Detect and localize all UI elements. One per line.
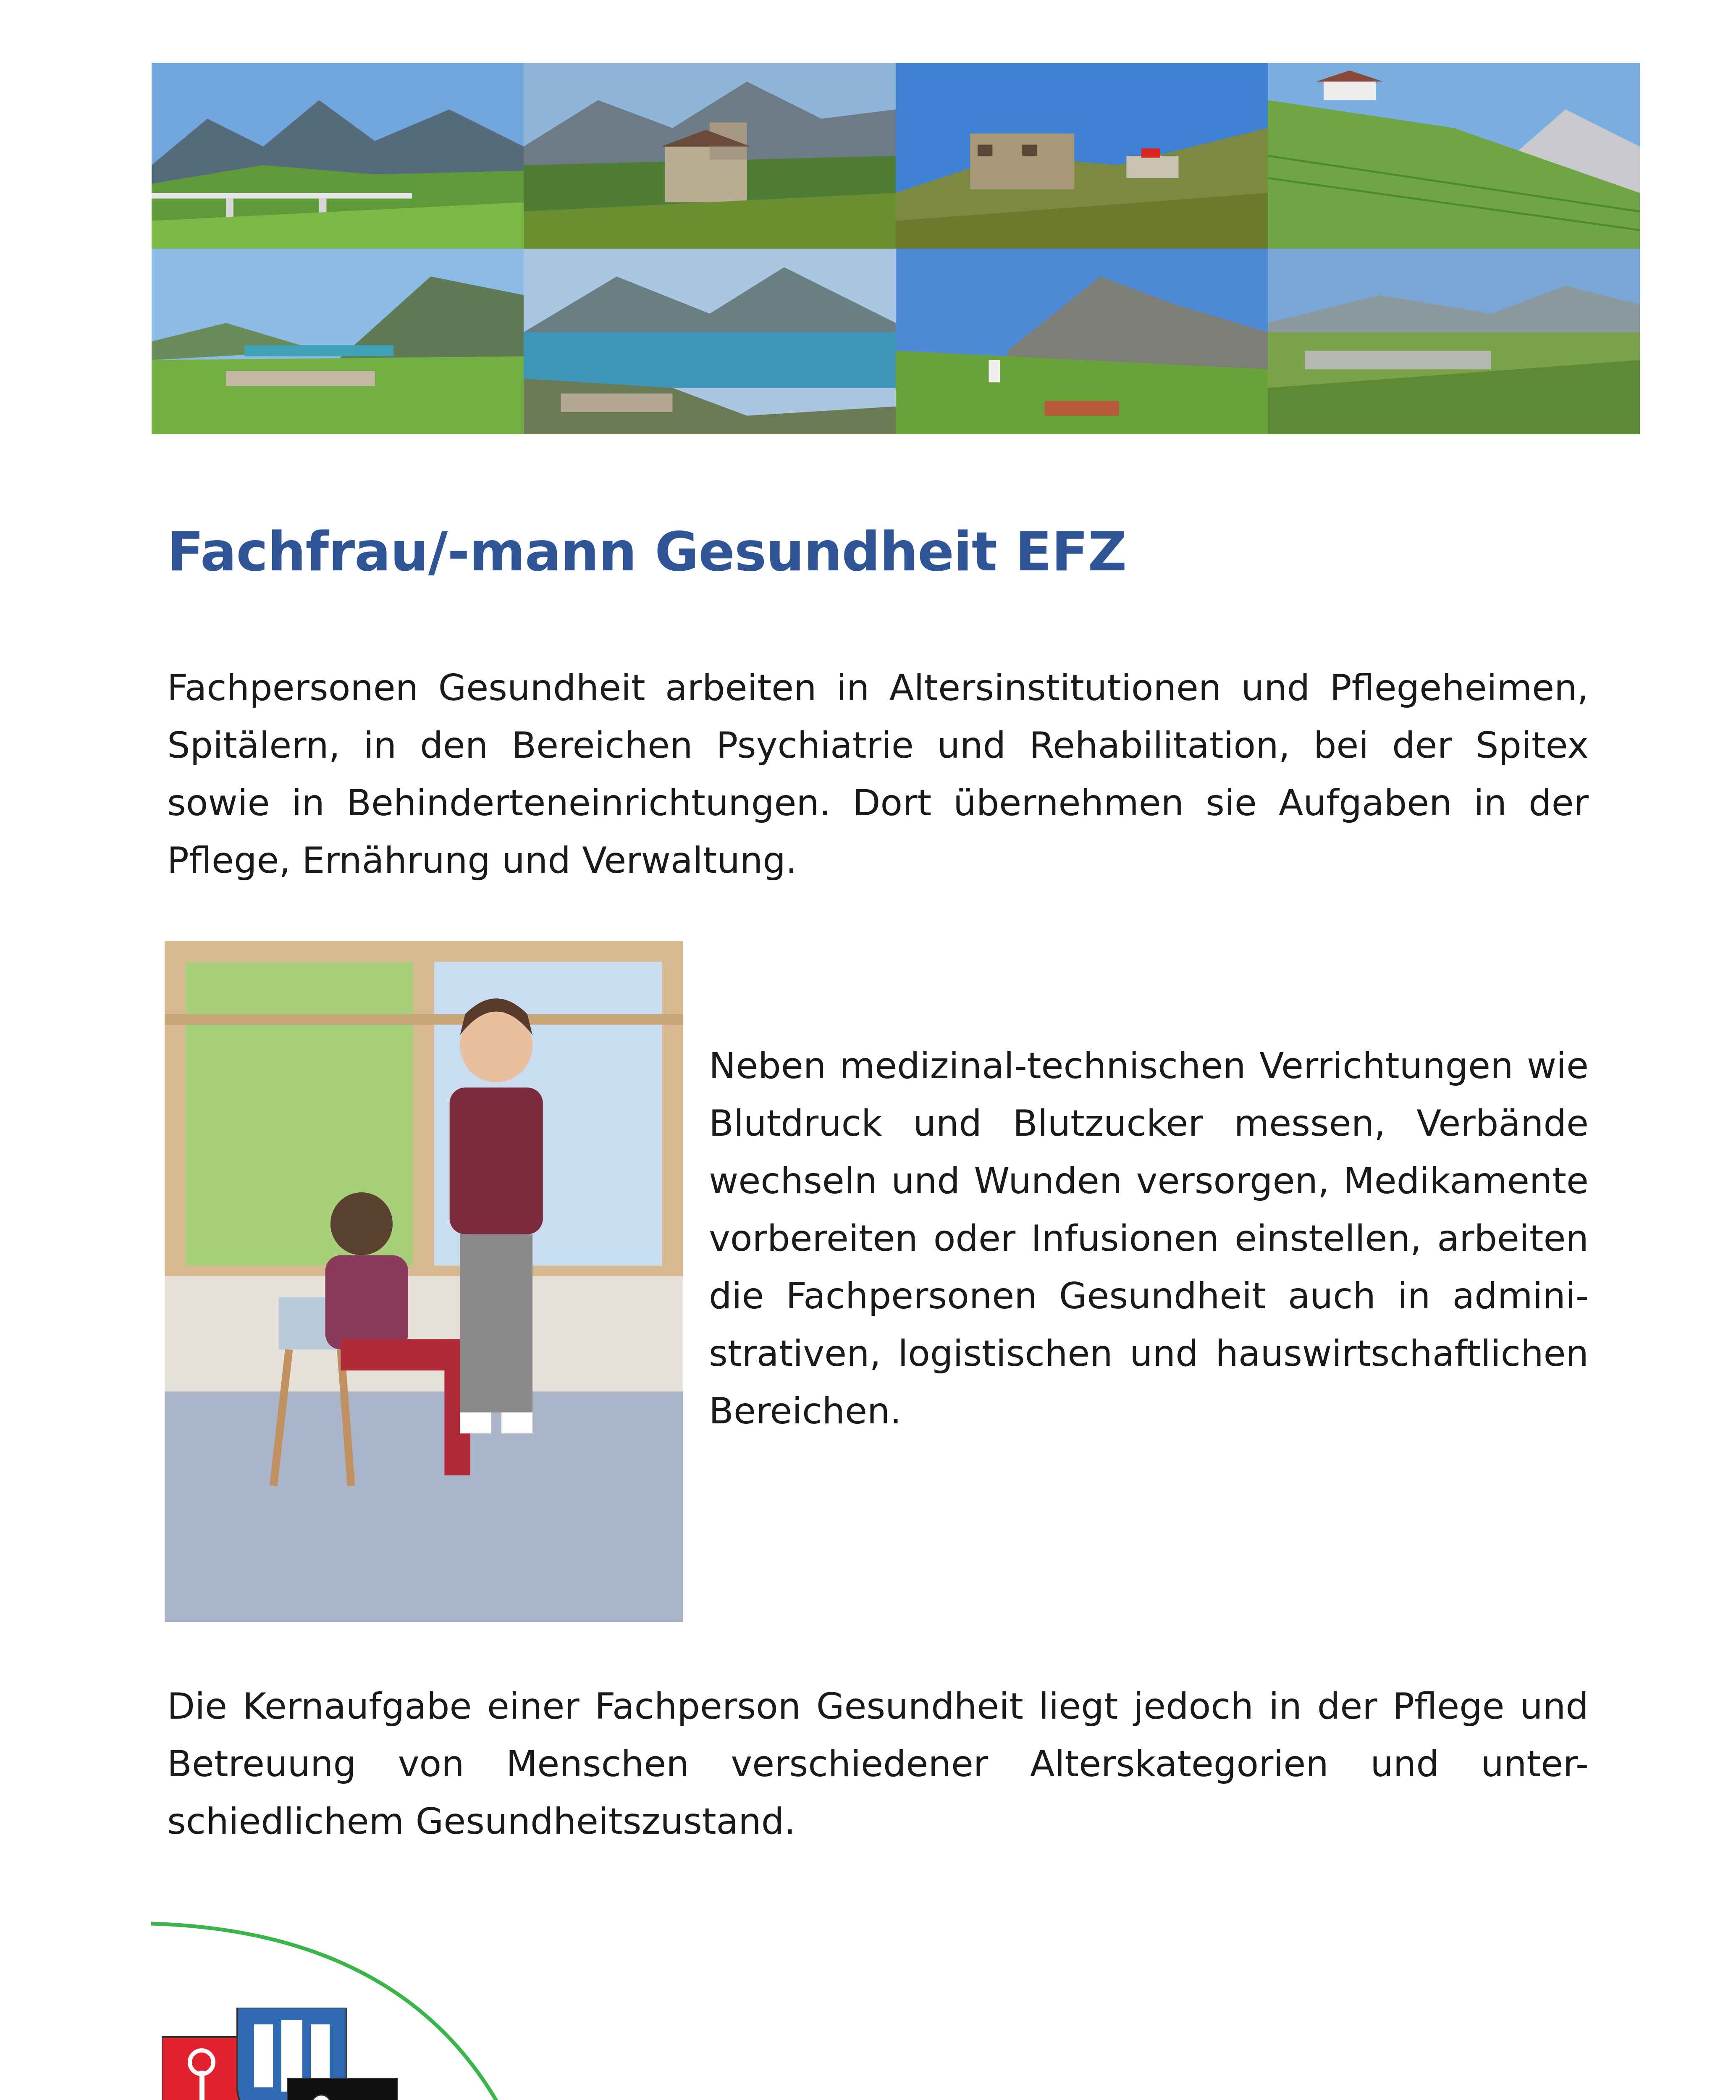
banner-photo-grid bbox=[152, 63, 1640, 434]
tasks-paragraph: Neben medizinal-technischen Verrichtungen wie Blutdruck und Blutzucker messen, Verbände wechseln und Wunden versorgen, Medikamente vorbereiten oder Infusionen einstellen, arbeiten die Fachpersonen Gesundheit auch in admini-strativen, logistischen und hauswirtschaftlichen Bereichen. bbox=[709, 1045, 1589, 1432]
page-title: Fachfrau/-mann Gesundheit EFZ bbox=[167, 521, 1127, 583]
lake-village-photo bbox=[152, 249, 524, 434]
rhine-valley-photo bbox=[1268, 249, 1640, 434]
castle-ruin-photo bbox=[896, 63, 1268, 249]
swan-shield bbox=[288, 2079, 397, 2100]
municipal-coats-of-arms bbox=[162, 2008, 498, 2100]
walensee-lake-photo bbox=[524, 249, 896, 434]
alpine-bridge-photo bbox=[152, 63, 524, 249]
vineyard-mountain-photo bbox=[1268, 63, 1640, 249]
red-crozier-shield bbox=[162, 2037, 246, 2100]
intro-paragraph: Fachpersonen Gesundheit arbeiten in Altersinstitutionen und Pflegeheimen, Spitälern, in den Bereichen Psychiatrie und Rehabilitation, bei der Spitex sowie in Behinderteneinrichtungen. Dort übernehmen sie Aufgaben in der Pflege, Ernährung und Verwaltung. bbox=[167, 667, 1589, 882]
nurse-with-patient-photo bbox=[165, 941, 683, 1622]
castle-valley-photo bbox=[524, 63, 896, 249]
mountain-village-photo bbox=[896, 249, 1268, 434]
core-task-paragraph: Die Kernaufgabe einer Fachperson Gesundheit liegt jedoch in der Pflege und Betreuung von Menschen verschiedener Alterskategorien und unter-schiedlichem Gesundheitszustand. bbox=[167, 1685, 1589, 1843]
